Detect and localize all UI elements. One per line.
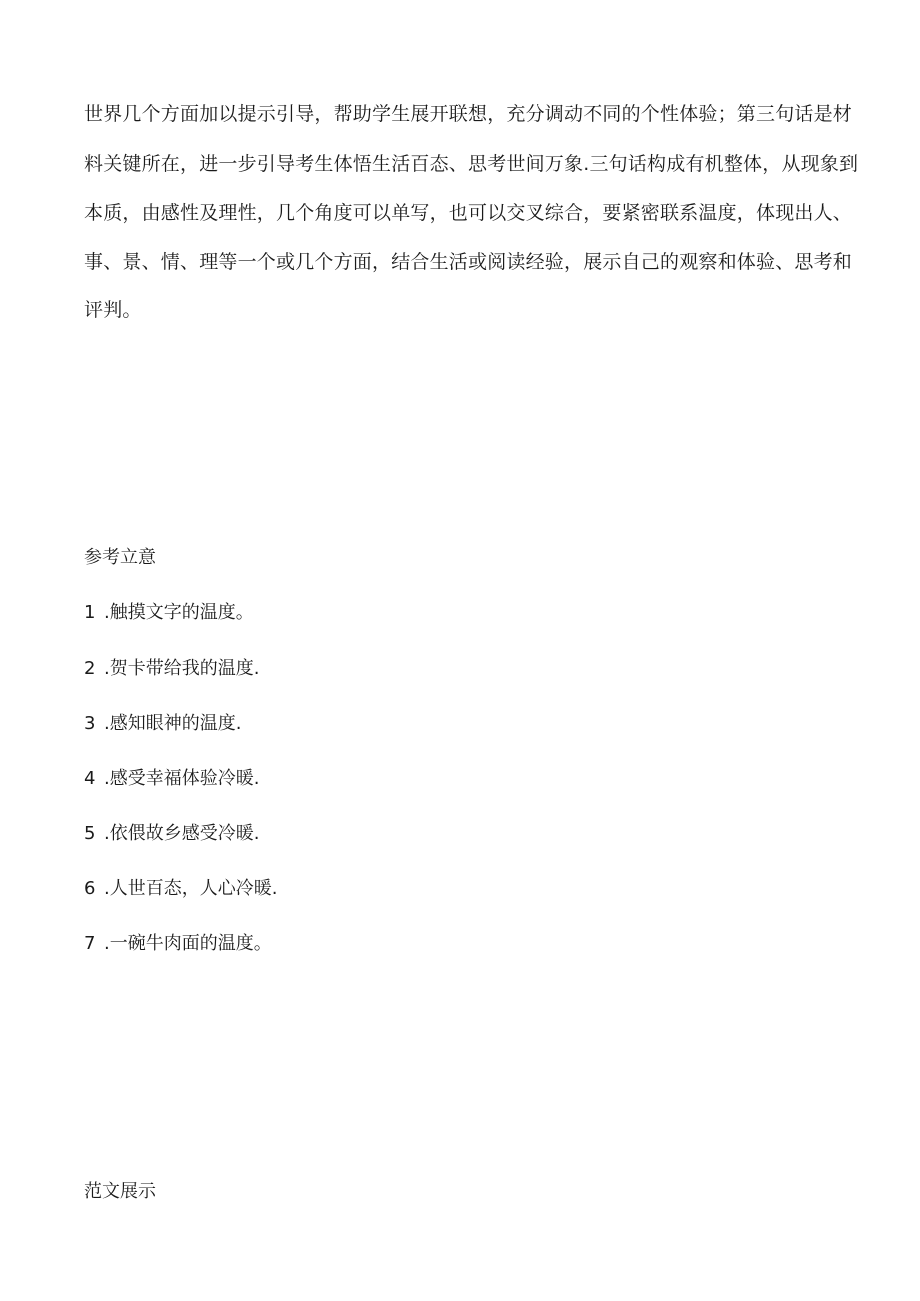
list-item-number: 4 (84, 768, 96, 789)
list-item-text: .感受幸福体验冷暖. (104, 768, 260, 789)
list-item (84, 822, 259, 846)
paragraph-line-3: 本质，由感性及理性，几个角度可以单写，也可以交叉综合，要紧密联系温度，体现出人、 (84, 202, 853, 224)
list-item-text: .一碗牛肉面的温度。 (104, 933, 272, 954)
reference-heading: 参考立意 (84, 547, 156, 568)
list-item-number: 3 (84, 713, 96, 734)
paragraph-line-5: 评判。 (84, 299, 142, 321)
list-item (84, 932, 272, 956)
paragraph-line-1: 世界几个方面加以提示引导，帮助学生展开联想，充分调动不同的个性体验；第三句话是材 (84, 103, 853, 125)
list-item (84, 712, 241, 736)
paragraph-line-2: 料关键所在，进一步引导考生体悟生活百态、思考世间万象.三句话构成有机整体，从现象到 (84, 153, 859, 175)
list-item-number: 2 (84, 658, 96, 679)
list-item-text: .依偎故乡感受冷暖. (104, 823, 260, 844)
list-item (84, 767, 259, 791)
list-item (84, 657, 259, 681)
list-item-number: 6 (84, 878, 96, 899)
list-item-text: .感知眼神的温度. (104, 713, 242, 734)
paragraph-line-4: 事、景、情、理等一个或几个方面，结合生活或阅读经验，展示自己的观察和体验、思考和 (84, 251, 853, 273)
list-item-number: 1 (84, 602, 96, 623)
list-item-text: .触摸文字的温度。 (104, 602, 254, 623)
list-item (84, 601, 254, 625)
list-item-number: 5 (84, 823, 96, 844)
list-item-text: .人世百态，人心冷暖. (104, 878, 278, 899)
list-item-number: 7 (84, 933, 96, 954)
list-item (84, 877, 277, 901)
list-item-text: .贺卡带给我的温度. (104, 658, 260, 679)
sample-heading: 范文展示 (84, 1181, 156, 1202)
